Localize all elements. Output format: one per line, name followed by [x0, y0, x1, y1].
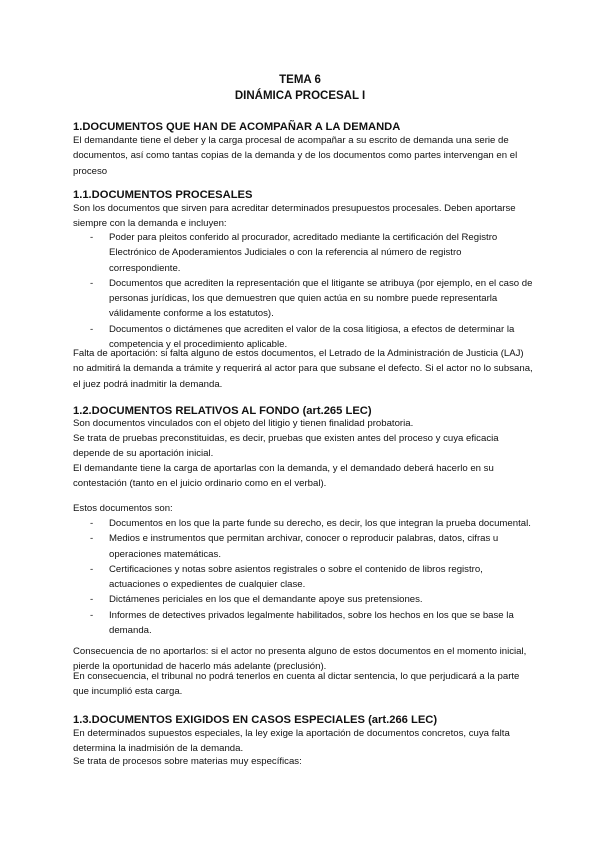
- list-item: [73, 562, 533, 593]
- section-1-2-intro2: Se trata de pruebas preconstituidas, es decir, pruebas que existen antes del proceso y cuya eficacia depende de su aportación inicial.: [73, 433, 499, 460]
- list-item-text: Dictámenes periciales en los que el demandante apoye sus pretensiones.: [109, 594, 423, 606]
- section-1-heading: 1.DOCUMENTOS QUE HAN DE ACOMPAÑAR A LA DEMANDA: [73, 121, 401, 133]
- bullet-dash: -: [90, 323, 94, 335]
- list-item: [73, 516, 533, 531]
- list-item: [73, 592, 533, 607]
- document-title-line1: TEMA 6: [279, 74, 321, 86]
- section-1-1-closing: Falta de aportación: si falta alguno de estos documentos, el Letrado de la Administración de Justicia (LAJ) no admitirá la demanda a trámite y requerirá al actor para que subsane el defecto. Si el actor no lo subsana, el juez podrá inadmitir la demanda.: [73, 348, 533, 390]
- section-1-1-list: [73, 230, 533, 352]
- bullet-dash: -: [90, 277, 94, 289]
- section-1-3-intro2: Se trata de procesos sobre materias muy específicas:: [73, 756, 302, 767]
- list-item-text: Poder para pleitos conferido al procurador, acreditado mediante la certificación del Registro Electrónico de Apoderamientos Judiciales o con la referencia al número de registro correspondiente.: [109, 232, 498, 274]
- bullet-dash: -: [90, 563, 94, 575]
- section-1-body: El demandante tiene el deber y la carga procesal de acompañar a su escrito de demanda una serie de documentos, así como tantas copias de la demanda y de los documentos como partes intervengan en el proceso: [73, 135, 518, 177]
- bullet-dash: -: [90, 232, 94, 243]
- list-item: [73, 608, 533, 639]
- section-1-2-consequence: Consecuencia de no aportarlos: si el actor no presenta alguno de estos documentos en el momento inicial, pierde la oportunidad de hacerlo más adelante (preclusión).: [73, 646, 527, 673]
- list-item-text: Documentos que acrediten la representación que el litigante se atribuya (por ejemplo, en el caso de personas jurídicas, los que demuestren que quien actúa en su nombre puede representarla válidamente conforme a los estatutos).: [109, 277, 533, 320]
- bullet-dash: -: [90, 609, 94, 621]
- section-1-2-intro3: El demandante tiene la carga de aportarlas con la demanda, y el demandado deberá hacerlo en su contestación (tanto en el juicio ordinario como en el verbal).: [73, 463, 494, 490]
- section-1-1-heading: 1.1.DOCUMENTOS PROCESALES: [73, 189, 253, 201]
- list-item-text: Documentos o dictámenes que acrediten el valor de la cosa litigiosa, a efectos de determinar la competencia y el procedimiento aplicable.: [109, 323, 515, 351]
- bullet-dash: -: [90, 533, 94, 545]
- section-1-3-heading: 1.3.DOCUMENTOS EXIGIDOS EN CASOS ESPECIALES (art.266 LEC): [73, 714, 438, 726]
- document-title-line2: DINÁMICA PROCESAL I: [234, 90, 366, 102]
- list-item-text: Informes de detectives privados legalmente habilitados, sobre los hechos en los que se base la demanda.: [109, 609, 514, 637]
- list-item: [73, 276, 533, 322]
- list-item-text: Certificaciones y notas sobre asientos registrales o sobre el contenido de libros registro, actuaciones o expedientes de cualquier clase.: [109, 563, 483, 591]
- section-1-2-heading: 1.2.DOCUMENTOS RELATIVOS AL FONDO (art.265 LEC): [73, 405, 372, 417]
- section-1-3-intro: En determinados supuestos especiales, la ley exige la aportación de documentos concretos, cuya falta determina la inadmisión de la demanda.: [73, 728, 510, 755]
- list-item: [73, 531, 533, 562]
- section-1-2-list-label: Estos documentos son:: [73, 503, 173, 514]
- section-1-2-list: [73, 516, 533, 638]
- list-item-text: Documentos en los que la parte funde su derecho, es decir, los que integran la prueba documental.: [109, 518, 531, 529]
- section-1-2-consequence-2: En consecuencia, el tribunal no podrá tenerlos en cuenta al dictar sentencia, lo que perjudicará a la parte que incumplió esta carga.: [73, 671, 520, 698]
- bullet-dash: -: [90, 594, 94, 606]
- section-1-2-intro: Son documentos vinculados con el objeto del litigio y tienen finalidad probatoria.: [73, 418, 414, 429]
- list-item: [73, 230, 533, 276]
- list-item-text: Medios e instrumentos que permitan archivar, conocer o reproducir palabras, datos, cifras u operaciones matemáticas.: [109, 533, 499, 560]
- section-1-1-intro: Son los documentos que sirven para acreditar determinados presupuestos procesales. Deben aportarse siempre con la demanda e incluyen:: [73, 203, 516, 230]
- bullet-dash: -: [90, 518, 94, 529]
